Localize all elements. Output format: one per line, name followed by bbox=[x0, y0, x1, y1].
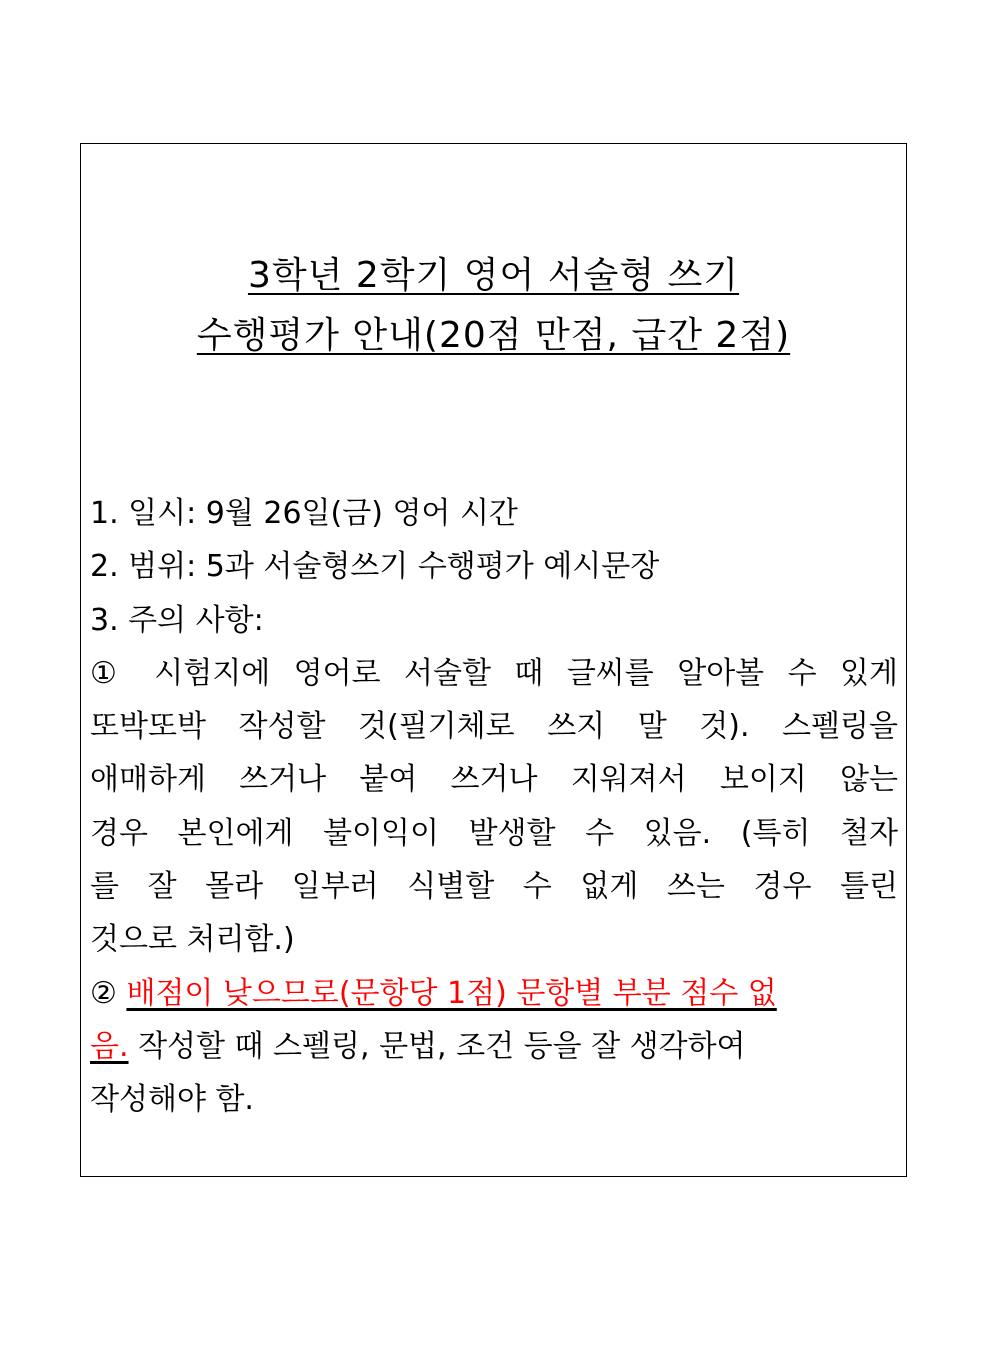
note2-line-3: 작성해야 함. bbox=[90, 1082, 254, 1118]
note2-line-2 bbox=[90, 1020, 898, 1073]
item-cautions-heading: 3. 주의 사항: bbox=[90, 602, 264, 638]
note2-emphasis-2: 음. bbox=[90, 1028, 129, 1064]
note2-rest: 작성할 때 스펠링, 문법, 조건 등을 잘 생각하여 bbox=[128, 1028, 746, 1064]
notice-body bbox=[90, 487, 898, 1127]
title-line-2: 수행평가 안내(20점 만점, 급간 2점) bbox=[196, 315, 791, 356]
note2-line-1 bbox=[90, 967, 898, 1020]
note1-line-1: ① 시험지에 영어로 서술할 때 글씨를 알아볼 수 있게 bbox=[90, 655, 898, 691]
note1-line-5: 를 잘 몰라 일부러 식별할 수 없게 쓰는 경우 틀린 bbox=[90, 869, 898, 905]
title-block bbox=[81, 246, 906, 366]
item-schedule: 1. 일시: 9월 26일(금) 영어 시간 bbox=[90, 496, 518, 531]
note2-emphasis-1: 배점이 낮으므로(문항당 1점) 문항별 부분 점수 없 bbox=[126, 975, 777, 1011]
item-scope: 2. 범위: 5과 서술형쓰기 수행평가 예시문장 bbox=[90, 549, 660, 585]
notice-box bbox=[80, 143, 907, 1177]
note1-line-4: 경우 본인에게 불이익이 발생할 수 있음. (특히 철자 bbox=[90, 815, 898, 851]
note1-line-2: 또박또박 작성할 것(필기체로 쓰지 말 것). 스펠링을 bbox=[90, 709, 898, 745]
title-line-1: 3학년 2학기 영어 서술형 쓰기 bbox=[247, 255, 740, 296]
note1-line-3: 애매하게 쓰거나 붙여 쓰거나 지워져서 보이지 않는 bbox=[90, 762, 898, 798]
note1-line-6: 것으로 처리함.) bbox=[90, 922, 295, 958]
note2-marker: ② bbox=[90, 975, 127, 1011]
